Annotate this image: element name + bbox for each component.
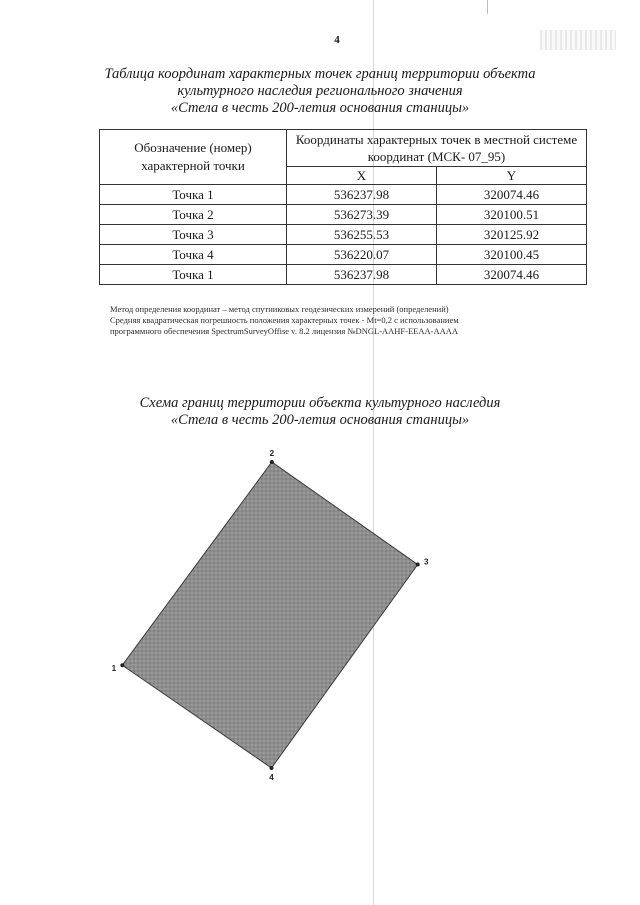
boundary-point-label: 4 [269, 773, 274, 782]
y-cell: 320100.45 [437, 245, 587, 265]
boundary-point-label: 2 [269, 449, 275, 458]
scheme-title-line-2: «Стела в честь 200-летия основания станицы» [170, 412, 470, 428]
table-title-line-2: культурного наследия регионального значения [177, 83, 463, 99]
y-cell: 320074.46 [437, 265, 587, 285]
y-column-header: Y [437, 167, 587, 185]
table-title-line-3: «Стела в честь 200-летия основания станицы» [170, 100, 470, 116]
x-column-header: X [287, 167, 437, 185]
coordinates-table [99, 129, 587, 285]
y-cell: 320074.46 [437, 185, 587, 205]
boundary-scheme [95, 440, 445, 790]
faint-stamp [540, 30, 616, 50]
y-cell: 320100.51 [437, 205, 587, 225]
boundary-point-label: 3 [423, 557, 429, 567]
y-cell: 320125.92 [437, 225, 587, 245]
boundary-point-marker [270, 460, 274, 464]
boundary-point-label: 1 [111, 664, 117, 674]
x-cell: 536273.39 [287, 205, 437, 225]
note-line: программного обеспечения SpectrumSurveyOffise v. 8.2 лицензия №DNGL-AAHF-EEAA-AAAA [110, 326, 459, 336]
point-name-cell: Точка 3 [100, 225, 287, 245]
coordinates-header: Координаты характерных точек в местной системе координат (МСК- 07_95) [287, 130, 587, 167]
point-name-cell: Точка 1 [100, 185, 287, 205]
page-number: 4 [334, 34, 340, 46]
point-name-cell: Точка 1 [100, 265, 287, 285]
table-title-line-1: Таблица координат характерных точек границ территории объекта [104, 66, 536, 82]
method-notes [110, 304, 588, 337]
scheme-title-line-1: Схема границ территории объекта культурного наследия [139, 395, 501, 411]
table-row [100, 205, 587, 225]
table-header-row [100, 130, 587, 167]
scheme-title [70, 395, 570, 429]
boundary-point-marker [416, 562, 420, 566]
scan-corner-mark [487, 0, 488, 14]
x-cell: 536220.07 [287, 245, 437, 265]
x-cell: 536255.53 [287, 225, 437, 245]
table-row [100, 225, 587, 245]
table-row [100, 265, 587, 285]
x-cell: 536237.98 [287, 185, 437, 205]
point-name-header: Обозначение (номер) характерной точки [100, 130, 287, 185]
note-line: Метод определения координат – метод спутниковых геодезических измерений (определений) [110, 304, 449, 314]
table-row [100, 185, 587, 205]
boundary-point-marker [269, 766, 273, 770]
note-line: Средняя квадратическая погрешность положения характерных точек - Mt=0,2 с использованием [110, 315, 459, 325]
point-name-cell: Точка 4 [100, 245, 287, 265]
territory-boundary-polygon [122, 462, 417, 768]
boundary-point-marker [120, 663, 124, 667]
table-title [70, 66, 570, 117]
point-name-cell: Точка 2 [100, 205, 287, 225]
table-row [100, 245, 587, 265]
x-cell: 536237.98 [287, 265, 437, 285]
